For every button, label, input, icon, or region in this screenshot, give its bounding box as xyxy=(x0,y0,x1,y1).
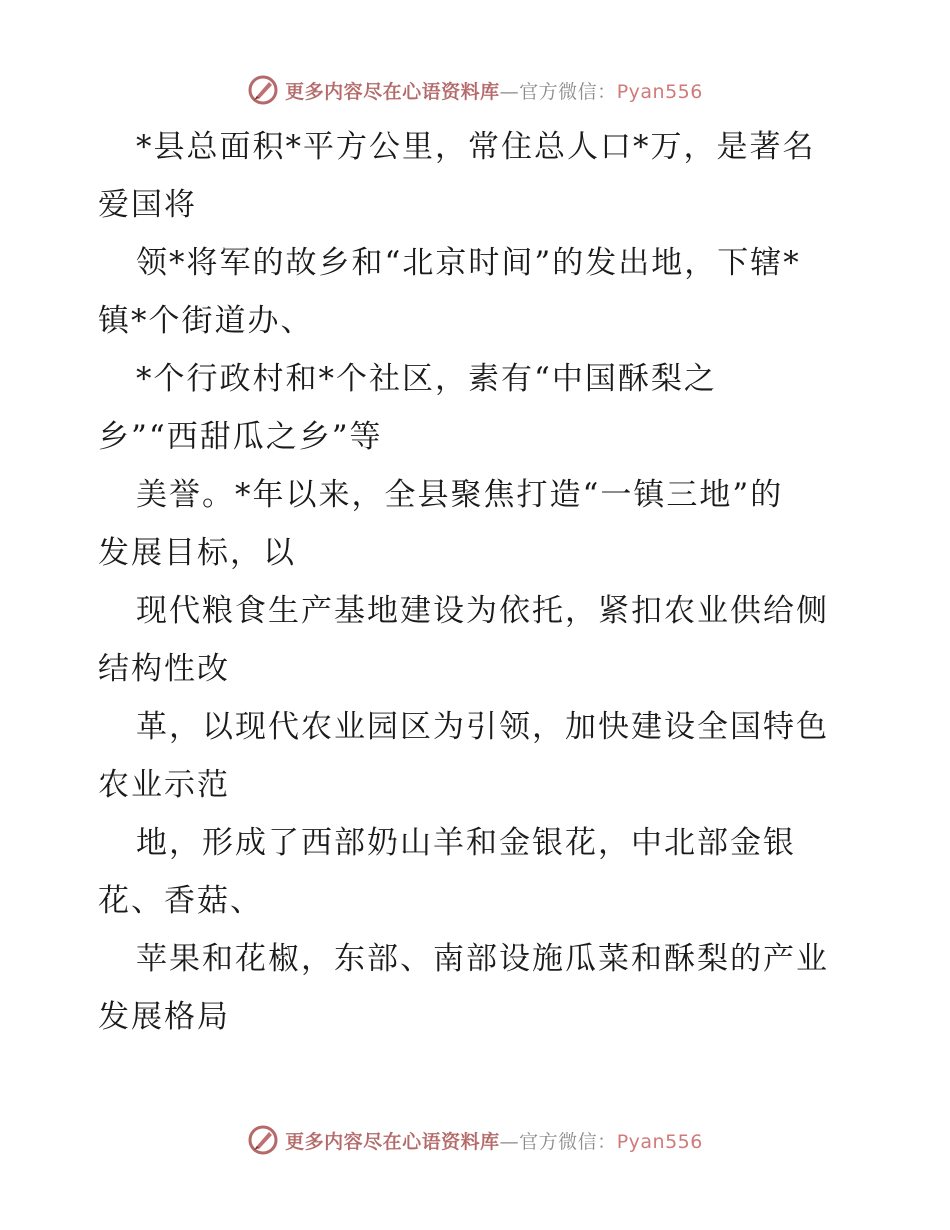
footer-watermark xyxy=(0,1120,950,1160)
paragraph xyxy=(98,234,858,350)
header-watermark xyxy=(0,70,950,110)
paragraph-line: 花、香菇、 xyxy=(98,883,263,919)
paragraph-line: 爱国将 xyxy=(98,187,197,223)
paragraph-line: 发展格局 xyxy=(98,999,230,1035)
watermark-label: 官方微信： xyxy=(519,1130,617,1153)
paragraph-line: 苹果和花椒，东部、南部设施瓜菜和酥梨的产业 xyxy=(136,941,829,977)
watermark-dash: — xyxy=(499,1130,520,1153)
paragraph-line: 领*将军的故乡和“北京时间”的发出地，下辖* xyxy=(136,245,801,281)
watermark-text xyxy=(285,1127,703,1154)
paragraph-line: 乡”“西甜瓜之乡”等 xyxy=(98,419,383,455)
paragraph xyxy=(98,118,858,234)
paragraph xyxy=(98,814,858,930)
paragraph-line: 镇*个街道办、 xyxy=(98,303,314,339)
paragraph-line: 现代粮食生产基地建设为依托，紧扣农业供给侧 xyxy=(136,593,829,629)
paragraph xyxy=(98,698,858,814)
brush-logo-icon xyxy=(247,1124,279,1156)
paragraph-line: 地，形成了西部奶山羊和金银花，中北部金银 xyxy=(136,825,796,861)
watermark-id: Pyan556 xyxy=(616,1130,703,1153)
watermark-id: Pyan556 xyxy=(616,80,703,103)
paragraph xyxy=(98,582,858,698)
paragraph-line: 发展目标，以 xyxy=(98,535,296,571)
paragraph-line: *县总面积*平方公里，常住总人口*万，是著名 xyxy=(136,129,816,165)
paragraph-line: 农业示范 xyxy=(98,767,230,803)
paragraph xyxy=(98,466,858,582)
brush-logo-icon xyxy=(247,74,279,106)
watermark-label: 官方微信： xyxy=(519,80,617,103)
paragraph-line: *个行政村和*个社区，素有“中国酥梨之 xyxy=(136,361,717,397)
watermark-main: 更多内容尽在心语资料库 xyxy=(285,80,500,103)
watermark-text xyxy=(285,77,703,104)
document-body xyxy=(98,118,858,1046)
paragraph-line: 革，以现代农业园区为引领，加快建设全国特色 xyxy=(136,709,829,745)
watermark-main: 更多内容尽在心语资料库 xyxy=(285,1130,500,1153)
paragraph xyxy=(98,930,858,1046)
paragraph-line: 美誉。*年以来，全县聚焦打造“一镇三地”的 xyxy=(136,477,784,513)
paragraph-line: 结构性改 xyxy=(98,651,230,687)
paragraph xyxy=(98,350,858,466)
watermark-dash: — xyxy=(499,80,520,103)
